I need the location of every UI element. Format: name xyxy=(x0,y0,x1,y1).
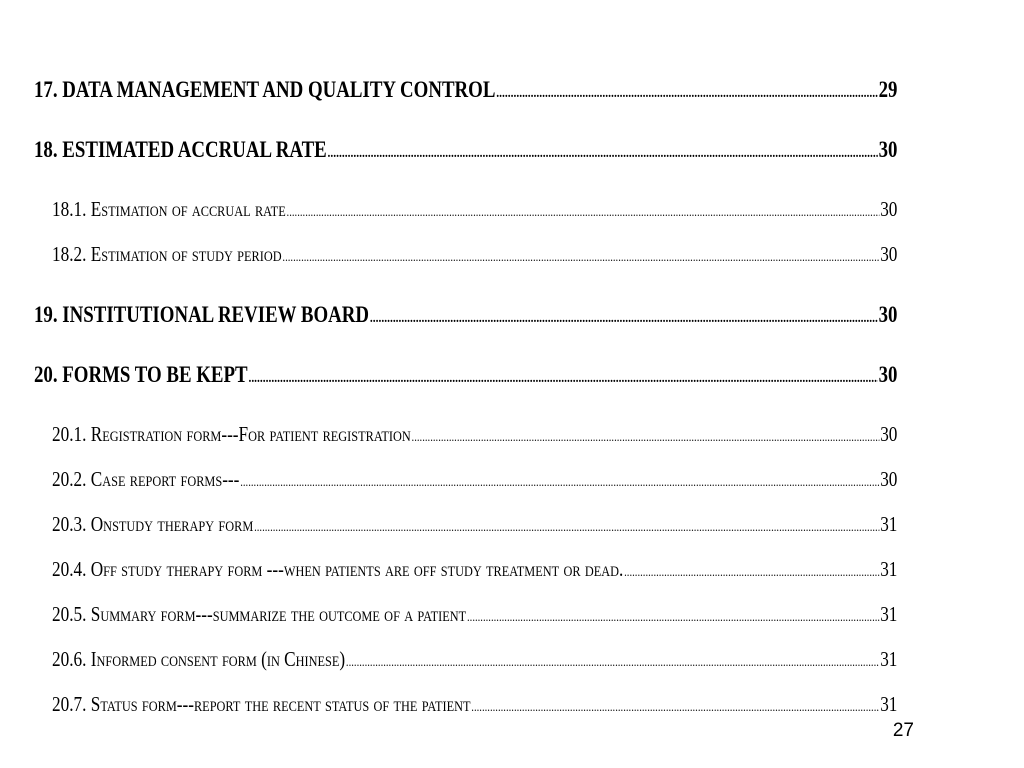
toc-entry-title: Informed consent form (in Chinese) xyxy=(90,647,346,671)
toc-entry-20-7[interactable] xyxy=(52,694,897,715)
dot-leader xyxy=(248,363,877,386)
toc-entry-page: 30 xyxy=(878,302,898,327)
toc-entry-page: 30 xyxy=(878,137,898,162)
dot-leader xyxy=(496,78,878,101)
toc-entry-17[interactable] xyxy=(34,78,897,101)
toc-entry-19[interactable] xyxy=(34,303,897,326)
toc-entry-number: 18. xyxy=(34,137,58,162)
dot-leader xyxy=(471,694,879,715)
toc-entry-number: 20.5. xyxy=(52,602,87,626)
toc-entry-title: Estimation of accrual rate xyxy=(90,197,286,221)
toc-entry-18[interactable] xyxy=(34,138,897,161)
toc-entry-title: Case report forms--- xyxy=(90,467,240,491)
toc-entry-title: Off study therapy form ---when patients are off study treatment or dead. xyxy=(90,557,624,581)
toc-entry-title: Estimation of study period xyxy=(90,242,282,266)
dot-leader xyxy=(624,559,879,580)
toc-entry-20-4[interactable] xyxy=(52,559,897,580)
toc-entry-page: 30 xyxy=(878,362,898,387)
toc-entry-number: 20.3. xyxy=(52,512,87,536)
toc-entry-20-6[interactable] xyxy=(52,649,897,670)
toc-entry-18-2[interactable] xyxy=(52,244,897,265)
dot-leader xyxy=(240,469,879,490)
toc-entry-page: 30 xyxy=(880,197,898,221)
dot-leader xyxy=(467,604,879,625)
toc-entry-number: 18.1. xyxy=(52,197,87,221)
toc-entry-title: Registration form---For patient registration xyxy=(90,422,411,446)
toc-entry-20-1[interactable] xyxy=(52,424,897,445)
dot-leader xyxy=(287,199,880,220)
toc-entry-20[interactable] xyxy=(34,363,897,386)
toc-entry-page: 31 xyxy=(880,602,898,626)
dot-leader xyxy=(282,244,879,265)
toc-entry-title: FORMS TO BE KEPT xyxy=(62,362,248,387)
toc-entry-18-1[interactable] xyxy=(52,199,897,220)
toc-entry-20-2[interactable] xyxy=(52,469,897,490)
toc-entry-number: 19. xyxy=(34,302,58,327)
dot-leader xyxy=(346,649,879,670)
toc-entry-20-3[interactable] xyxy=(52,514,897,535)
toc-entry-title: DATA MANAGEMENT AND QUALITY CONTROL xyxy=(62,77,496,102)
toc-entry-page: 30 xyxy=(880,422,898,446)
toc-entry-page: 29 xyxy=(878,77,898,102)
toc-entry-20-5[interactable] xyxy=(52,604,897,625)
toc-entry-number: 18.2. xyxy=(52,242,87,266)
toc-entry-number: 20.4. xyxy=(52,557,87,581)
toc-entry-title: Status form---report the recent status of the patient xyxy=(90,692,471,716)
toc-entry-number: 20. xyxy=(34,362,58,387)
toc-entry-number: 20.6. xyxy=(52,647,87,671)
toc-entry-number: 20.7. xyxy=(52,692,87,716)
toc-entry-number: 20.2. xyxy=(52,467,87,491)
toc-entry-page: 31 xyxy=(880,512,898,536)
dot-leader xyxy=(328,138,878,161)
dot-leader xyxy=(412,424,880,445)
toc-entry-title: Summary form---summarize the outcome of a patient xyxy=(90,602,467,626)
slide-number: 27 xyxy=(892,720,914,741)
dot-leader xyxy=(254,514,879,535)
toc-entry-title: Onstudy therapy form xyxy=(90,512,254,536)
toc-entry-title: INSTITUTIONAL REVIEW BOARD xyxy=(62,302,370,327)
toc-entry-page: 31 xyxy=(880,557,898,581)
toc-entry-page: 31 xyxy=(880,692,898,716)
toc-entry-number: 20.1. xyxy=(52,422,87,446)
toc-entry-page: 30 xyxy=(880,242,898,266)
dot-leader xyxy=(370,303,878,326)
toc-entry-title: ESTIMATED ACCRUAL RATE xyxy=(62,137,327,162)
toc-entry-number: 17. xyxy=(34,77,58,102)
toc-entry-page: 30 xyxy=(880,467,898,491)
toc-entry-page: 31 xyxy=(880,647,898,671)
